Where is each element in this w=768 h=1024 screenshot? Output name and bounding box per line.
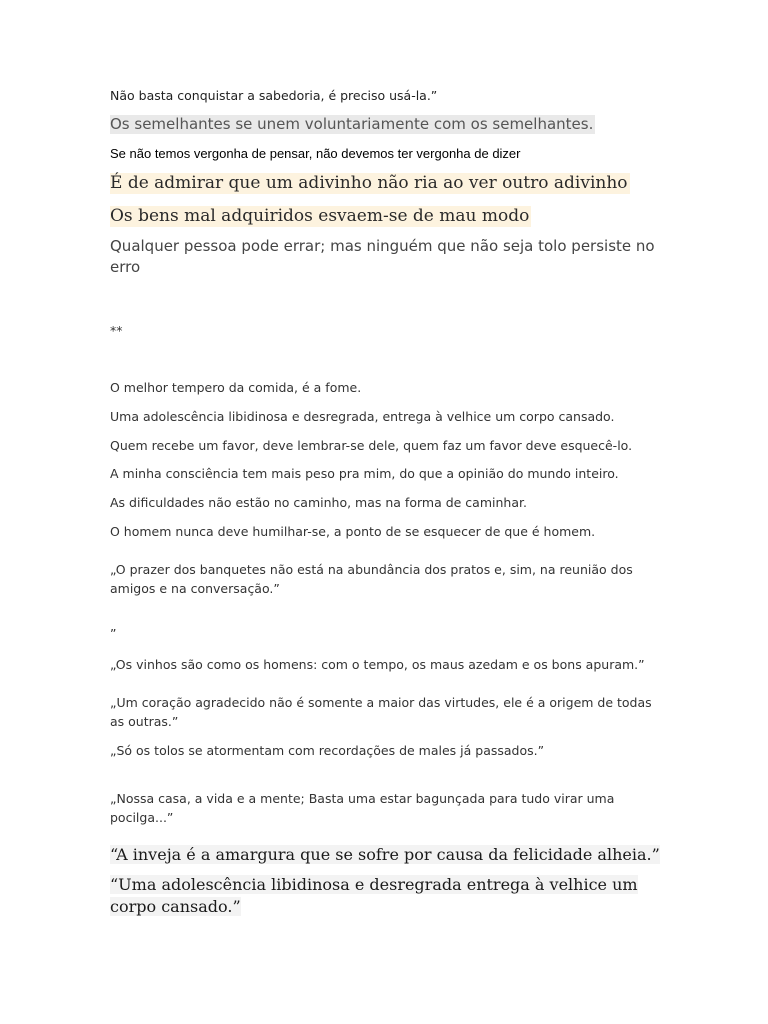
quote-line: Uma adolescência libidinosa e desregrada, entrega à velhice um corpo cansado. <box>110 409 615 424</box>
quote-text: “Uma adolescência libidinosa e desregrada entrega à velhice um corpo cansado.” <box>110 875 638 916</box>
quote-paragraph: „Um coração agradecido não é somente a maior das virtudes, ele é a origem de todas as outras.” <box>110 695 652 729</box>
quote-line: As dificuldades não estão no caminho, mas na forma de caminhar. <box>110 495 527 510</box>
quote-line-highlighted: Os bens mal adquiridos esvaem-se de mau modo <box>110 206 530 226</box>
quote-line: Não basta conquistar a sabedoria, é preciso usá-la.” <box>110 88 438 103</box>
quote-paragraph: „Nossa casa, a vida e a mente; Basta uma estar bagunçada para tudo virar uma pocilga...” <box>110 791 615 825</box>
quote-line: Quem recebe um favor, deve lembrar-se dele, quem faz um favor deve esquecê-lo. <box>110 438 633 453</box>
quote-line: „Os vinhos são como os homens: com o tempo, os maus azedam e os bons apuram.” <box>110 657 645 672</box>
quote-paragraph-serif <box>110 874 658 918</box>
quote-line-highlighted: Os semelhantes se unem voluntariamente com os semelhantes. <box>110 115 594 133</box>
quote-line: O homem nunca deve humilhar-se, a ponto de se esquecer de que é homem. <box>110 524 596 539</box>
quote-line-highlighted: É de admirar que um adivinho não ria ao ver outro adivinho <box>110 173 628 193</box>
quote-mark: ” <box>110 626 117 641</box>
quote-paragraph: Qualquer pessoa pode errar; mas ninguém que não seja tolo persiste no erro <box>110 237 655 276</box>
quote-line-serif <box>110 844 660 866</box>
quote-line: „Só os tolos se atormentam com recordações de males já passados.” <box>110 743 545 758</box>
quote-line: O melhor tempero da comida, é a fome. <box>110 380 362 395</box>
quote-line: Se não temos vergonha de pensar, não devemos ter vergonha de dizer <box>110 146 521 161</box>
quote-paragraph: „O prazer dos banquetes não está na abundância dos pratos e, sim, na reunião dos amigos e na conversação.” <box>110 562 633 596</box>
quote-text: “A inveja é a amargura que se sofre por causa da felicidade alheia.” <box>110 845 660 864</box>
quote-line: A minha consciência tem mais peso pra mim, do que a opinião do mundo inteiro. <box>110 466 619 481</box>
separator-text: ** <box>110 323 123 338</box>
